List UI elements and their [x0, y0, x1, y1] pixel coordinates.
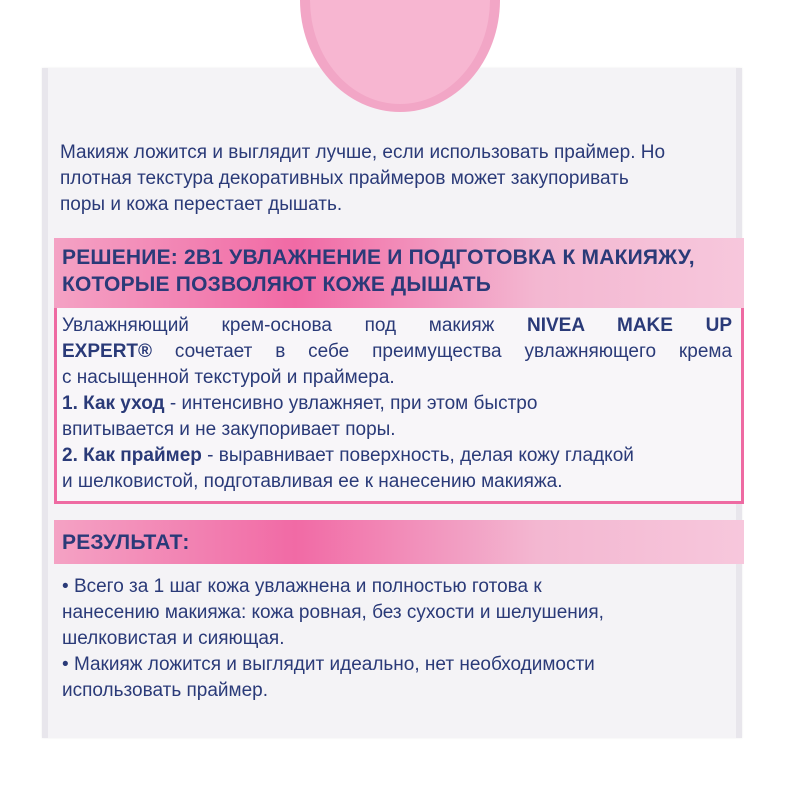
result-text: использовать праймер. — [62, 680, 269, 701]
solution-heading-line: КОТОРЫЕ ПОЗВОЛЯЮТ КОЖЕ ДЫШАТЬ — [62, 273, 492, 296]
intro-paragraph — [60, 140, 720, 218]
desc-line — [62, 339, 732, 365]
benefit-text: - интенсивно увлажняет, при этом быстро — [169, 393, 538, 414]
result-text: Всего за 1 шаг кожа увлажнена и полностью готова к — [73, 576, 542, 597]
benefit-title: 2. Как праймер — [62, 445, 202, 466]
result-bullet-line — [62, 652, 722, 678]
benefit-text: - выравнивает поверхность, делая кожу гладкой — [207, 445, 634, 466]
intro-line: плотная текстура декоративных праймеров может закупоривать — [60, 168, 629, 189]
result-text: шелковистая и сияющая. — [62, 628, 285, 649]
benefit-item — [62, 443, 732, 469]
brand-name: NIVEA MAKE UP — [527, 315, 732, 336]
panel-edge-left — [42, 68, 48, 738]
benefit-title: 1. Как уход — [62, 393, 165, 414]
benefit-text-cont: и шелковистой, подготавливая ее к нанесению макияжа. — [62, 471, 563, 492]
brand-name: EXPERT® — [62, 341, 153, 362]
bullet-icon: • — [62, 654, 69, 675]
desc-text: Увлажняющий крем-основа под макияж — [62, 315, 495, 336]
intro-line: Макияж ложится и выглядит лучше, если использовать праймер. Но — [60, 142, 666, 163]
bullet-icon: • — [62, 576, 69, 597]
solution-heading — [62, 244, 742, 298]
result-bullet-line — [62, 574, 722, 600]
result-list — [62, 574, 722, 704]
result-heading: РЕЗУЛЬТАТ: — [62, 531, 190, 554]
desc-text: сочетает в себе преимущества увлажняющего крема — [174, 341, 733, 362]
benefit-text-cont: впитывается и не закупоривает поры. — [62, 419, 396, 440]
benefit-item — [62, 391, 732, 417]
desc-line — [62, 313, 732, 339]
desc-line: с насыщенной текстурой и праймера. — [62, 367, 395, 388]
result-text: нанесению макияжа: кожа ровная, без сухости и шелушения, — [62, 602, 604, 623]
solution-description — [62, 313, 732, 495]
solution-heading-line: РЕШЕНИЕ: 2В1 УВЛАЖНЕНИЕ И ПОДГОТОВКА К МАКИЯЖУ, — [62, 246, 695, 269]
result-text: Макияж ложится и выглядит идеально, нет необходимости — [73, 654, 595, 675]
intro-line: поры и кожа перестает дышать. — [60, 194, 343, 215]
